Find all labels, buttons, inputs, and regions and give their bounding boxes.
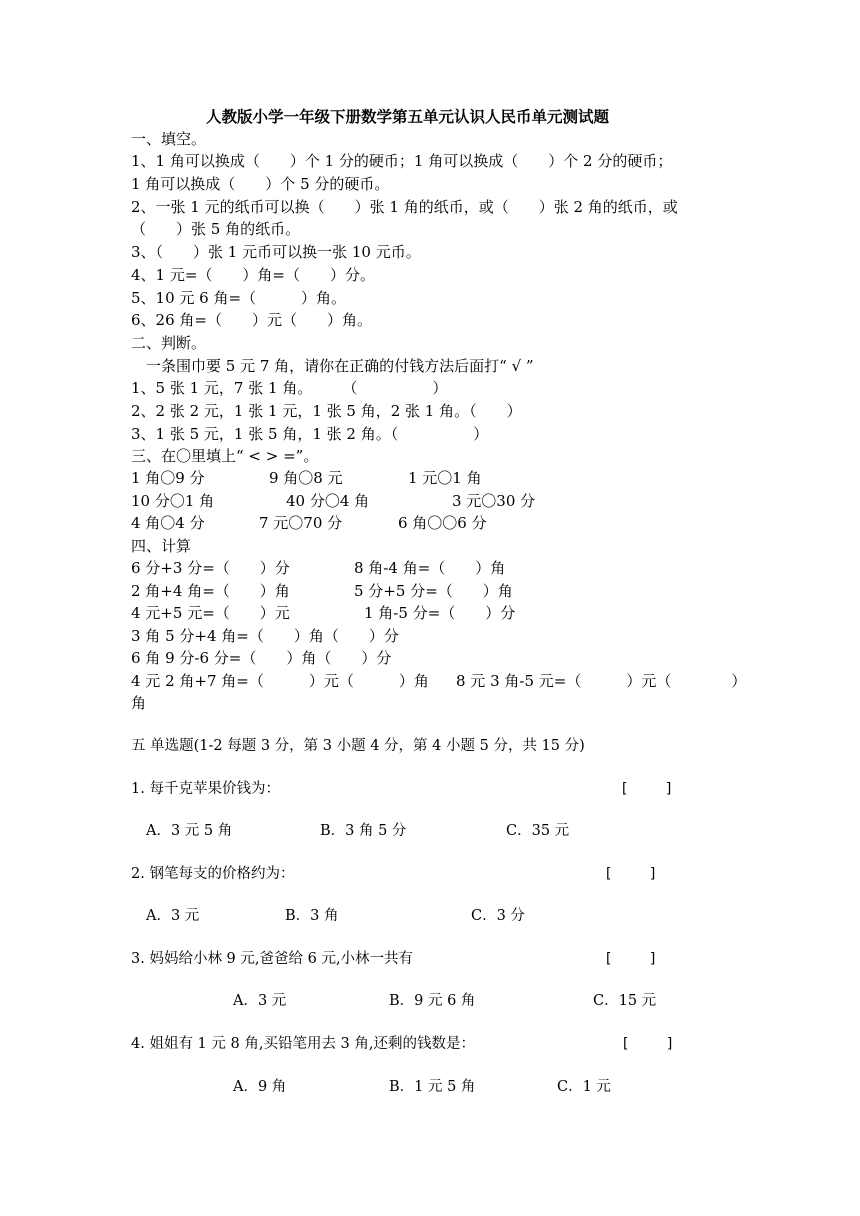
s3-r1-c1: 1 角〇9 分	[131, 469, 205, 487]
s1-q2-line2: （ ）张 5 角的纸币。	[131, 220, 301, 238]
s3-r2-c2: 40 分〇4 角	[286, 492, 370, 510]
s4-r1-c1: 6 分+3 分=（ ）分	[131, 559, 290, 577]
s5-q2-option-c: C．3 分	[471, 908, 525, 924]
s5-q2-option-a: A．3 元	[146, 908, 200, 924]
s5-q3-stem: 3. 妈妈给小林 9 元,爸爸给 6 元,小林一共有	[131, 951, 414, 967]
s3-r3-c3: 6 角〇〇6 分	[398, 514, 487, 532]
section-5-heading: 五 单选题(1-2 每题 3 分，第 3 小题 4 分，第 4 小题 5 分，共 15 分)	[131, 738, 585, 754]
s5-q1-option-c: C．35 元	[506, 823, 570, 839]
s5-q2-stem: 2. 钢笔每支的价格约为：	[131, 866, 295, 882]
s5-q1-option-a: A．3 元 5 角	[146, 823, 233, 839]
s4-r2-c2: 5 分+5 分=（ ）角	[354, 582, 513, 600]
s4-r1-c2: 8 角-4 角=（ ）角	[354, 559, 506, 577]
s5-q1-stem: 1. 每千克苹果价钱为：	[131, 781, 280, 797]
s1-q1-line1: 1、1 角可以换成（ ）个 1 分的硬币；1 角可以换成（ ）个 2 分的硬币；	[131, 152, 673, 170]
s5-q3-option-a: A．3 元	[233, 993, 287, 1009]
s3-r1-c3: 1 元〇1 角	[408, 469, 482, 487]
s5-q1-option-b: B．3 角 5 分	[320, 823, 407, 839]
s1-q2-line1: 2、一张 1 元的纸币可以换（ ）张 1 角的纸币，或（ ）张 2 角的纸币，或	[131, 198, 678, 216]
s4-r3-c1: 4 元+5 元=（ ）元	[131, 604, 290, 622]
s4-r6-right: 8 元 3 角-5 元=（ ）元（ ）	[456, 672, 747, 690]
s2-q1: 1、5 张 1 元，7 张 1 角。 （ ）	[131, 379, 448, 397]
s4-r5: 6 角 9 分-6 分=（ ）角（ ）分	[131, 649, 392, 667]
s3-r3-c1: 4 角〇4 分	[131, 514, 205, 532]
s4-r3-c2: 1 角-5 分=（ ）分	[364, 604, 516, 622]
s5-q2-option-b: B．3 角	[285, 908, 339, 924]
s1-q1-line2: 1 角可以换成（ ）个 5 分的硬币。	[131, 175, 390, 193]
s5-q4-option-a: A．9 角	[233, 1079, 287, 1095]
s4-r4: 3 角 5 分+4 角=（ ）角（ ）分	[131, 627, 399, 645]
s3-r3-c2: 7 元〇70 分	[259, 514, 343, 532]
s1-q4: 4、1 元=（ ）角=（ ）分。	[131, 266, 375, 284]
s5-q2-bracket: [ ]	[604, 866, 658, 882]
section-3-heading: 三、在〇里填上“ < > =”。	[131, 447, 319, 465]
s3-r2-c1: 10 分〇1 角	[131, 492, 215, 510]
s5-q4-option-b: B．1 元 5 角	[389, 1079, 476, 1095]
s4-r6-left: 4 元 2 角+7 角=（ ）元（ ）角	[131, 672, 429, 690]
s3-r1-c2: 9 角〇8 元	[269, 469, 343, 487]
s1-q3: 3、（ ）张 1 元币可以换一张 10 元币。	[131, 243, 421, 261]
page-title: 人教版小学一年级下册数学第五单元认识人民币单元测试题	[206, 107, 610, 126]
section-4-heading: 四、计算	[131, 537, 192, 555]
s3-r2-c3: 3 元〇30 分	[452, 492, 536, 510]
s5-q3-option-c: C．15 元	[593, 993, 657, 1009]
s5-q3-bracket: [ ]	[604, 951, 658, 967]
s5-q4-option-c: C．1 元	[557, 1079, 611, 1095]
s2-q3: 3、1 张 5 元，1 张 5 角，1 张 2 角。（ ）	[131, 425, 489, 443]
s4-r6-wrap: 角	[131, 694, 147, 712]
s2-q2: 2、2 张 2 元，1 张 1 元，1 张 5 角，2 张 1 角。（ ）	[131, 402, 522, 420]
s5-q1-bracket: [ ]	[620, 781, 674, 797]
section-1-heading: 一、填空。	[131, 130, 207, 148]
s4-r2-c1: 2 角+4 角=（ ）角	[131, 582, 290, 600]
s5-q4-stem: 4. 姐姐有 1 元 8 角,买铅笔用去 3 角,还剩的钱数是：	[131, 1036, 475, 1052]
section-2-heading: 二、判断。	[131, 334, 207, 352]
s2-intro: 一条围巾要 5 元 7 角，请你在正确的付钱方法后面打“ √ ”	[146, 357, 534, 375]
s5-q4-bracket: [ ]	[621, 1036, 675, 1052]
s5-q3-option-b: B．9 元 6 角	[389, 993, 476, 1009]
s1-q6: 6、26 角=（ ）元（ ）角。	[131, 311, 372, 329]
s1-q5: 5、10 元 6 角=（ ）角。	[131, 289, 347, 307]
